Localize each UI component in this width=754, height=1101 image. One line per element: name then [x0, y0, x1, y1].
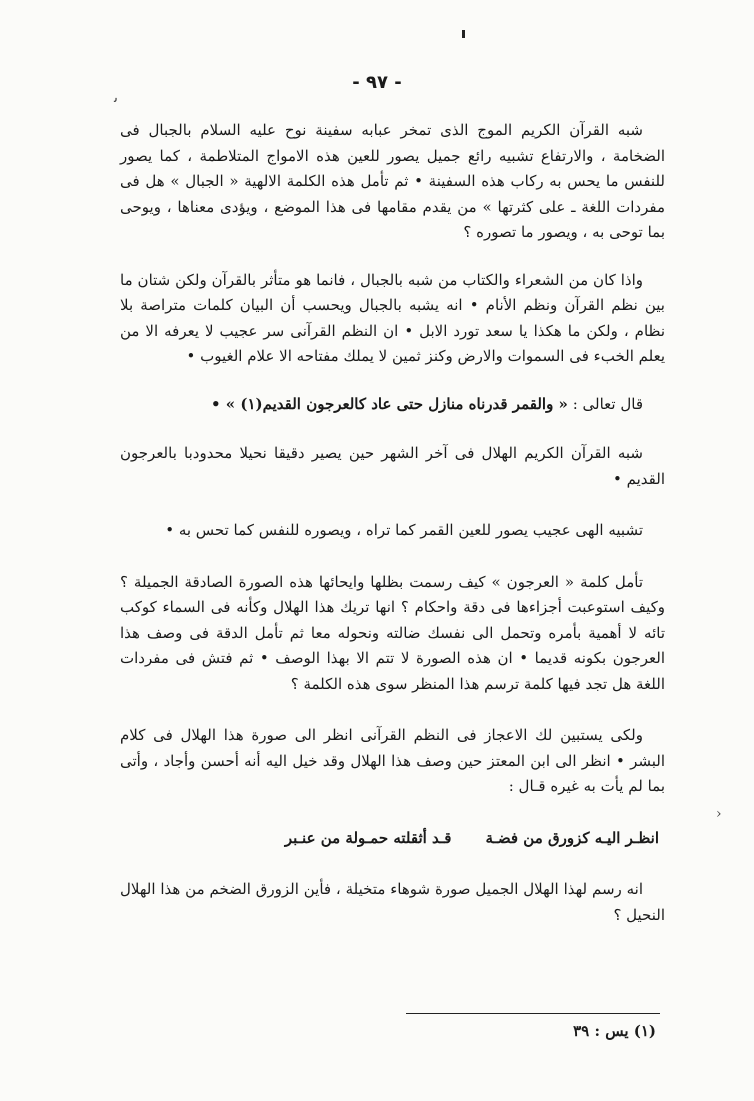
footnote: (١) يس : ٣٩	[573, 1022, 656, 1040]
verse-citation-quote: « والقمر قدرناه منازل حتى عاد كالعرجون القديم(١) » •	[210, 394, 568, 413]
poetry-verse	[120, 826, 665, 852]
verse-hemistich-2: قـد أثقلته حمـولة من عنـبر	[284, 828, 452, 847]
main-text	[120, 118, 665, 950]
paragraph-4: تشبيه الهى عجيب يصور للعين القمر كما تراه ، ويصوره للنفس كما تحس به •	[165, 521, 643, 539]
page-number: - ٩٧ -	[352, 72, 402, 93]
paragraph-1: شبه القرآن الكريم الموج الذى تمخر عبابه سفينة نوح عليه السلام بالجبال فى الضخامة ، والارتفاع تشبيه رائع جميل يصور للعين هذه الامواج المتلاطمة ، كما يصور للنفس ما يحس به ركاب هذه السفينة • ثم تأمل هذه الكلمة الالهية « الجبال » هل فى مفردات اللغة ـ على كثرتها » من يقدم مقامها فى هذا الموضع ، ويؤدى معناها ، ويوحى بما توحى به ، ويصور ما تصوره ؟	[120, 121, 665, 241]
verse-citation-prefix: قال تعالى :	[572, 394, 643, 413]
paragraph-3: شبه القرآن الكريم الهلال فى آخر الشهر حين يصير دقيقا نحيلا محدودبا بالعرجون القديم •	[120, 444, 665, 488]
paragraph-6: ولكى يستبين لك الاعجاز فى النظم القرآنى انظر الى صورة هذا الهلال فى كلام البشر • انظر الى ابن المعتز حين وصف هذا الهلال وقد خيل اليه أنه أحسن وأجاد ، وأتى بما لم يأت به غيره قـال :	[120, 726, 665, 795]
paragraph-5: تأمل كلمة « العرجون » كيف رسمت بظلها وايحائها هذه الصورة الصادقة الجميلة ؟ وكيف استوعبت أجزاءها فى دقة واحكام ؟ انها تريك هذا الهلال وكأنه فى السماء كوكب تائه لا أهمية بأمره وتحمل الى نفسك ضالته ونحوله معا ثم تأمل الدقة فى وصف هذا العرجون بكونه قديما • ان هذه الصورة لا تتم الا بهذا الوصف • ثم فتش فى مفردات اللغة هل تجد فيها كلمة ترسم هذا المنظر سوى هذه الكلمة ؟	[120, 572, 665, 693]
scan-mark-top	[462, 30, 465, 38]
scan-mark-right: ›	[716, 806, 722, 822]
scan-mark-left: ﯨ	[114, 90, 118, 106]
verse-citation	[120, 392, 665, 418]
footnote-divider	[406, 1013, 660, 1014]
paragraph-2: واذا كان من الشعراء والكتاب من شبه بالجبال ، فانما هو متأثر بالقرآن ولكن شتان ما بين نظم القرآن ونظم الأنام • انه يشبه بالجبال ويحسب أن البيان كلمات متراصة بلا نظام ، ولكن ما هكذا يا سعد تورد الابل • ان النظم القرآنى سر عجيب لا يعرفه الا من يعلم الخبء فى السموات والارض وكنز ثمين لا يملك مفتاحه الا علام الغيوب •	[120, 270, 665, 365]
paragraph-7: انه رسم لهذا الهلال الجميل صورة شوهاء متخيلة ، فأين الزورق الضخم من هذا الهلال النحيل ؟	[120, 880, 665, 924]
verse-hemistich-1: انظـر اليـه كزورق من فضـة	[485, 828, 659, 847]
